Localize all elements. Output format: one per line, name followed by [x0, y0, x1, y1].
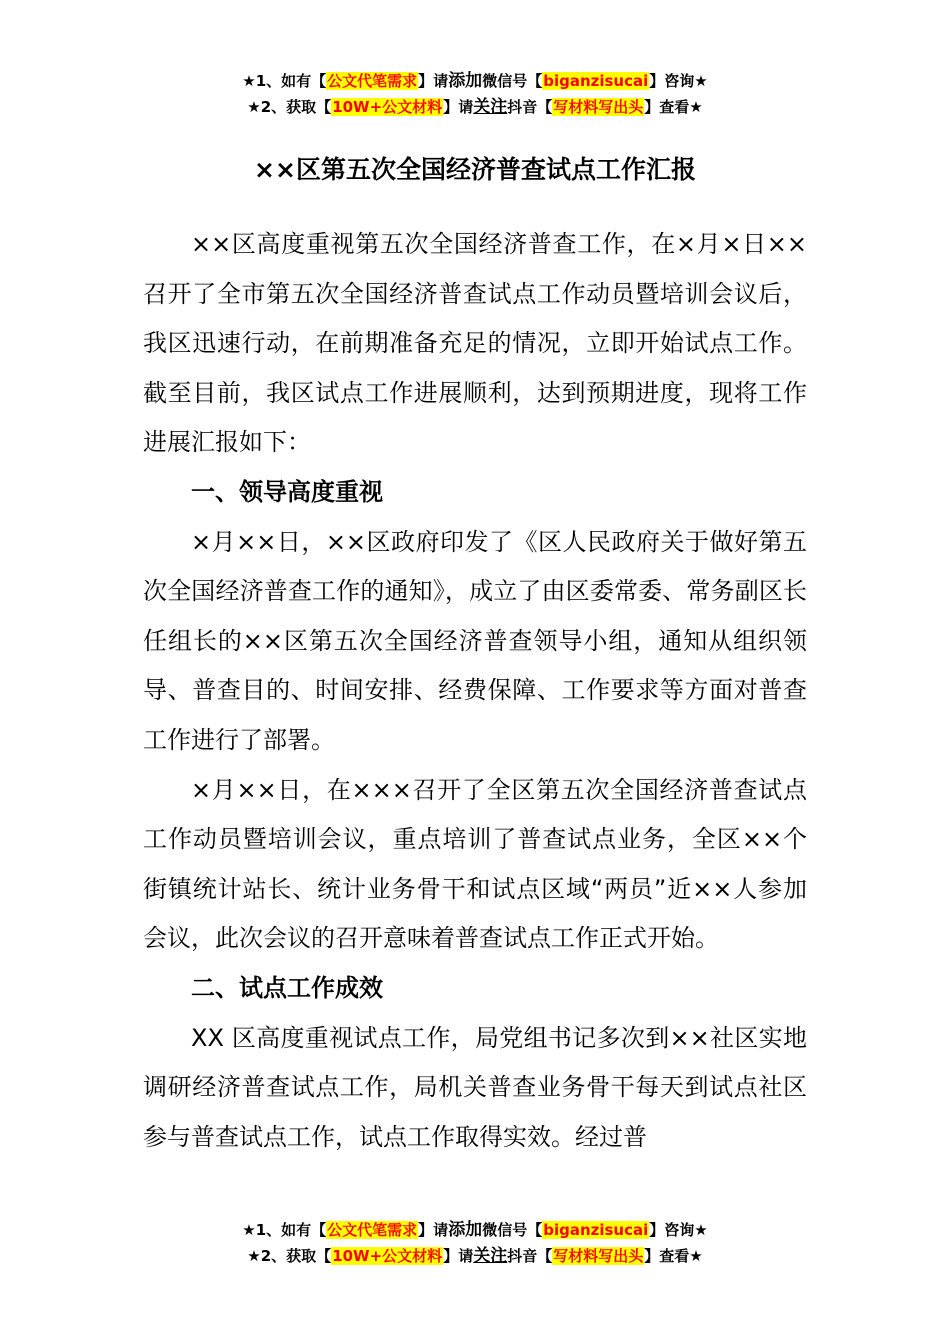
promo-highlight-douyin: 写材料写出头 [553, 98, 644, 116]
promo-emphasis: 添加 [448, 1220, 483, 1240]
promo-line-1 [0, 1217, 950, 1243]
body-paragraph: ×月××日，××区政府印发了《区人民政府关于做好第五次全国经济普查工作的通知》，成立了由区委常委、常务副区长任组长的××区第五次全国经济普查领导小组，通知从组织领导、普查目的、时间安排、经费保障、工作要求等方面对普查工作进行了部署。 [143, 527, 807, 754]
promo-prefix: ★2、获取【 [247, 98, 332, 116]
document-title: ××区第五次全国经济普查试点工作汇报 [254, 155, 696, 184]
promo-text: 】请 [418, 1221, 449, 1239]
promo-highlight-materials: 10W+公文材料 [332, 1247, 443, 1265]
promo-suffix: 】查看★ [644, 1247, 703, 1265]
promo-highlight-wechat: biganzisucai [543, 72, 649, 90]
document-body [143, 220, 807, 1162]
promo-suffix: 】查看★ [644, 98, 703, 116]
promo-prefix: ★1、如有【 [242, 1221, 327, 1239]
promo-highlight-wechat: biganzisucai [543, 1221, 649, 1239]
promo-banner-bottom [0, 1217, 950, 1269]
promo-text: 抖音【 [507, 1247, 553, 1265]
promo-suffix: 】咨询★ [649, 72, 708, 90]
intro-paragraph: ××区高度重视第五次全国经济普查工作，在×月×日××召开了全市第五次全国经济普查试点工作动员暨培训会议后，我区迅速行动，在前期准备充足的情况，立即开始试点工作。截至目前，我区试点工作进展顺利，达到预期进度，现将工作进展汇报如下： [143, 230, 807, 457]
promo-line-2 [0, 94, 950, 120]
promo-emphasis: 关注 [473, 1246, 508, 1266]
promo-highlight-service: 公文代笔需求 [327, 1221, 418, 1239]
promo-prefix: ★2、获取【 [247, 1247, 332, 1265]
promo-text: 微信号【 [482, 1221, 543, 1239]
body-paragraph: XX 区高度重视试点工作，局党组书记多次到××社区实地调研经济普查试点工作，局机关普查业务骨干每天到试点社区参与普查试点工作，试点工作取得实效。经过普 [143, 1023, 807, 1151]
promo-banner-top [0, 68, 950, 120]
promo-text: 微信号【 [482, 72, 543, 90]
promo-text: 】请 [443, 98, 474, 116]
promo-suffix: 】咨询★ [649, 1221, 708, 1239]
section-heading-1: 一、领导高度重视 [191, 477, 383, 506]
promo-text: 】请 [418, 72, 449, 90]
promo-text: 抖音【 [507, 98, 553, 116]
promo-line-1 [0, 68, 950, 94]
promo-highlight-materials: 10W+公文材料 [332, 98, 443, 116]
body-paragraph: ×月××日，在×××召开了全区第五次全国经济普查试点工作动员暨培训会议，重点培训了普查试点业务，全区××个街镇统计站长、统计业务骨干和试点区域“两员”近××人参加会议，此次会议的召开意味着普查试点工作正式开始。 [143, 775, 807, 953]
promo-line-2 [0, 1243, 950, 1269]
section-heading-2: 二、试点工作成效 [191, 973, 383, 1002]
promo-emphasis: 添加 [448, 71, 483, 91]
promo-text: 】请 [443, 1247, 474, 1265]
promo-highlight-douyin: 写材料写出头 [553, 1247, 644, 1265]
promo-highlight-service: 公文代笔需求 [327, 72, 418, 90]
promo-prefix: ★1、如有【 [242, 72, 327, 90]
promo-emphasis: 关注 [473, 97, 508, 117]
